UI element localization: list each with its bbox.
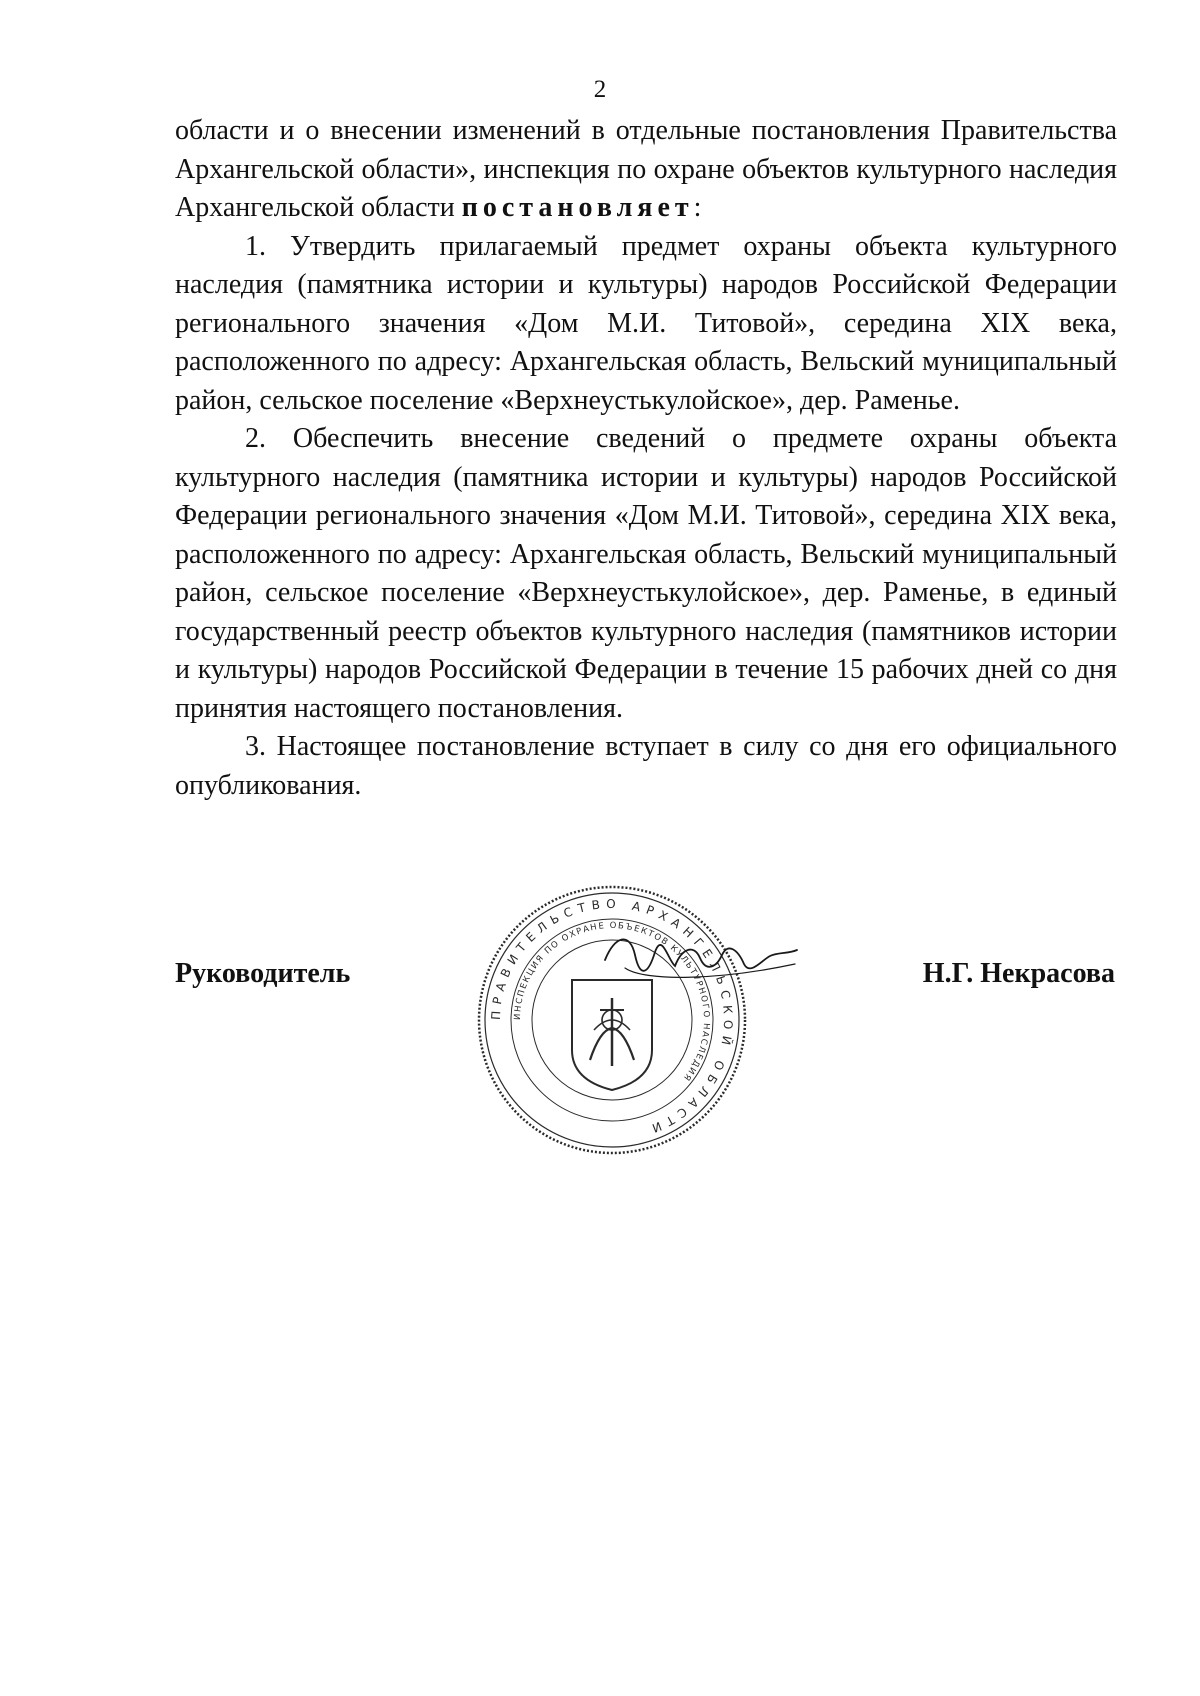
paragraph-item-1: 1. Утвердить прилагаемый предмет охраны объекта культурного наследия (памятника истории и культуры) народов Российской Федерации регионального значения «Дом М.И. Титовой», середина XIX века, расположенного по адресу: Архангельская область, Вельский муниципальный район, сельское поселение «Верхнеустькулойское», дер. Раменье. (175, 230, 1117, 416)
page-number: 2 (593, 76, 607, 103)
intro-tail: : (693, 192, 702, 223)
resolution-keyword: постановляет (461, 192, 694, 223)
seal-inner-text: ИНСПЕКЦИЯ ПО ОХРАНЕ ОБЪЕКТОВ КУЛЬТУРНОГО НАСЛЕДИЯ (512, 920, 712, 1084)
signature-block (0, 880, 1200, 1180)
handwritten-signature (600, 920, 800, 1010)
paragraph-intro (175, 112, 1117, 228)
paragraph-item-3: 3. Настоящее постановление вступает в силу со дня его официального опубликования. (175, 731, 1117, 801)
document-body (175, 112, 1117, 805)
signer-name: Н.Г. Некрасова (922, 958, 1115, 989)
seal-outer-text: ПРАВИТЕЛЬСТВО АРХАНГЕЛЬСКОЙ ОБЛАСТИ (488, 896, 736, 1138)
paragraph-item-2: 2. Обеспечить внесение сведений о предмете охраны объекта культурного наследия (памятника истории и культуры) народов Российской Федерации регионального значения «Дом М.И. Титовой», середина XIX века, расположенного по адресу: Архангельская область, Вельский муниципальный район, сельское поселение «Верхнеустькулойское», дер. Раменье, в единый государственный реестр объектов культурного наследия (памятников истории и культуры) народов Российской Федерации в течение 15 рабочих дней со дня принятия настоящего постановления. (175, 423, 1117, 724)
signer-position: Руководитель (175, 958, 351, 989)
intro-text: области и о внесении изменений в отдельные постановления Правительства Архангельской области», инспекция по охране объектов культурного наследия Архангельской области (175, 115, 1117, 223)
